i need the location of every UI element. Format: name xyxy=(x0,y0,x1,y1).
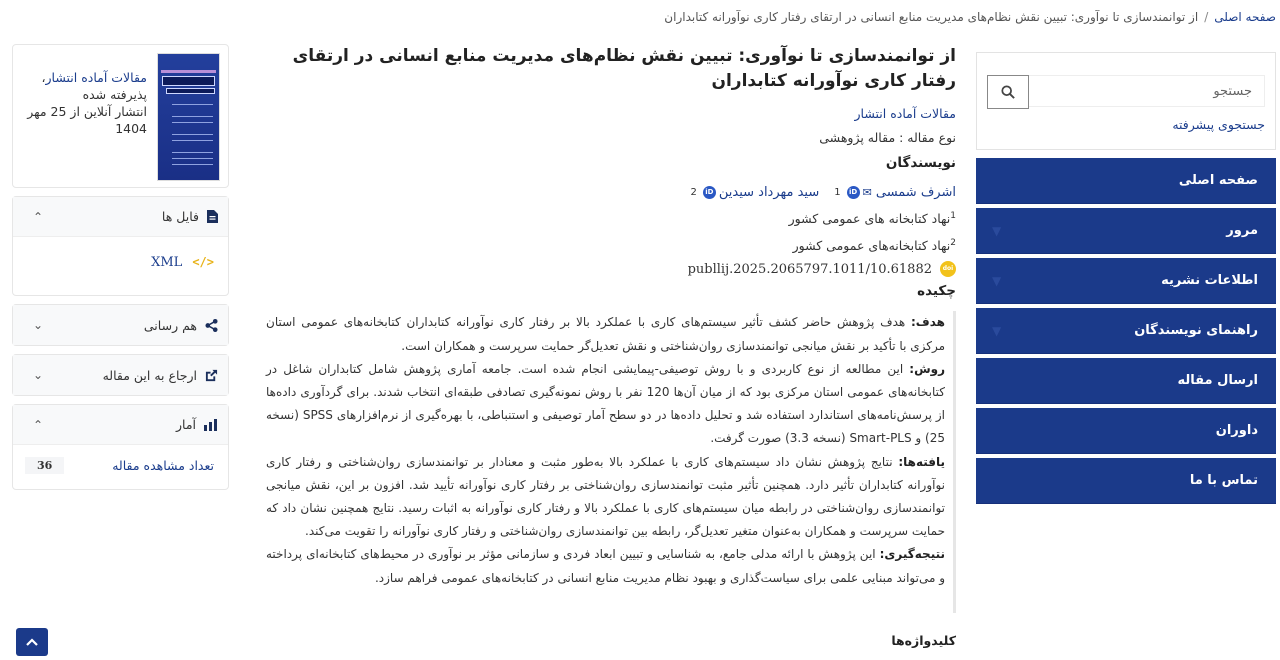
affiliation-ref: 2 xyxy=(690,187,697,198)
left-sidebar xyxy=(12,44,229,498)
article-type: نوع مقاله : مقاله پژوهشی xyxy=(819,130,956,145)
stats-panel xyxy=(12,404,229,490)
abstract-paragraph xyxy=(266,358,945,451)
nav-item-reviewers[interactable] xyxy=(976,408,1276,454)
breadcrumb-home[interactable]: صفحه اصلی xyxy=(1214,10,1276,24)
abstract-text: این پژوهش با ارائه مدلی جامع، به شناسایی و تبیین ابعاد فردی و سازمانی مؤثر بر نوآوری در محیط‌های کتابخانه‌ای پرداخته و می‌تواند مبنایی علمی برای سیاست‌گذاری و بهبود نظام مدیریت منابع انسانی در کتابخانه‌های عمومی فراهم سازد. xyxy=(266,547,945,585)
abstract-text: نتایج پژوهش نشان داد سیستم‌های کاری با عملکرد بالا به‌طور مثبت و معنادار بر توانمندسازی روان‌شناختی و رفتار کاری نوآورانه کتابداران تأثیر دارد. همچنین تأثیر مثبت توانمندسازی روان‌شناختی بر رفتار کاری نوآورانه تأیید شد. افزون بر این، نقش میانجی توانمندسازی روان‌شناختی در رابطه میان سیستم‌های کاری با عملکرد بالا و رفتار کاری نوآورانه به اثبات رسید. نتایج همچنین نشان داد که حمایت سرپرست و همکاران به‌عنوان متغیر تعدیل‌گر، رابطه بین توانمندسازی روان‌شناختی و رفتار کاری نوآورانه را تقویت می‌کند. xyxy=(266,454,945,539)
orcid-icon[interactable]: iD xyxy=(703,186,716,199)
affiliation-number: 2 xyxy=(950,238,956,249)
nav-label: تماس با ما xyxy=(1189,473,1258,488)
cover-status-link[interactable]: مقالات آماده انتشار xyxy=(45,70,147,85)
article-title: از توانمندسازی تا نوآوری: تبیین نقش نظام‌های مدیریت منابع انسانی در ارتقای رفتار کاری نوآورانه کتابداران xyxy=(292,46,956,91)
abstract-label: روش: xyxy=(909,361,945,376)
abstract-text: این مطالعه از نوع کاربردی و با روش توصیفی-پیمایشی انجام شده است. جامعه آماری پژوهش شامل کتابداران شاغل در کتابخانه‌های عمومی استان مرکزی بود که از میان آن‌ها 120 نفر با روش نمونه‌گیری تصادفی طبقه‌ای انتخاب شدند. برای گردآوری داده‌ها از پرسش‌نامه‌های استاندارد استفاده شد و تحلیل داده‌ها در دو سطح آمار توصیفی و استنباطی، با بهره‌گیری از نرم‌افزارهای SPSS (نسخه 25) و Smart-PLS (نسخه 3.3) صورت گرفت. xyxy=(266,361,946,446)
nav-item-home[interactable] xyxy=(976,158,1276,204)
scroll-to-top-button[interactable] xyxy=(16,628,48,656)
stat-label: تعداد مشاهده مقاله xyxy=(112,457,214,473)
main-nav xyxy=(976,158,1276,504)
abstract-label: هدف: xyxy=(911,315,945,330)
breadcrumb-separator: / xyxy=(1204,10,1209,24)
affiliation xyxy=(262,234,956,255)
chevron-up-icon: ⌃ xyxy=(33,209,44,224)
cover-card xyxy=(12,44,229,188)
author-name[interactable]: سید مهرداد سیدین xyxy=(718,185,820,200)
envelope-icon[interactable]: ✉ xyxy=(862,186,872,199)
panel-title: هم رسانی xyxy=(143,317,197,333)
abstract-label: یافته‌ها: xyxy=(898,454,945,469)
share-panel xyxy=(12,304,229,346)
chevron-down-icon: ▼ xyxy=(992,323,1002,338)
search-box xyxy=(976,52,1276,150)
panel-title: آمار xyxy=(175,417,196,432)
code-icon: </> xyxy=(192,255,214,269)
files-panel xyxy=(12,196,229,296)
nav-item-contact[interactable] xyxy=(976,458,1276,504)
nav-label: داوران xyxy=(1215,423,1258,438)
doi-row xyxy=(262,261,956,277)
affiliation-number: 1 xyxy=(950,211,956,221)
cite-panel-header[interactable] xyxy=(13,355,228,395)
cite-panel xyxy=(12,354,229,396)
cover-status xyxy=(21,53,147,179)
xml-download-link[interactable] xyxy=(27,247,214,277)
nav-item-browse[interactable] xyxy=(976,208,1276,254)
cover-status-rest: ، پذیرفته شده xyxy=(41,70,147,102)
author-name[interactable]: اشرف شمسی xyxy=(875,185,956,200)
abstract-heading: چکیده xyxy=(917,283,956,300)
doi-link[interactable]: 10.61882/publlij.2025.2065797.1011 xyxy=(687,261,932,277)
stat-value: 36 xyxy=(25,457,64,474)
search-button[interactable] xyxy=(987,75,1029,109)
chevron-down-icon: ▼ xyxy=(992,223,1002,238)
panel-title: فایل ها xyxy=(161,209,199,224)
abstract-paragraph xyxy=(266,543,945,589)
chevron-up-icon: ⌃ xyxy=(33,417,44,432)
right-sidebar xyxy=(976,52,1276,508)
nav-label: راهنمای نویسندگان xyxy=(1134,323,1258,338)
chevron-down-icon: ▼ xyxy=(992,273,1002,288)
search-icon xyxy=(1001,85,1015,99)
nav-item-journal-info[interactable] xyxy=(976,258,1276,304)
stats-panel-header[interactable] xyxy=(13,405,228,445)
nav-item-submit[interactable] xyxy=(976,358,1276,404)
article-main xyxy=(262,44,956,648)
nav-item-author-guide[interactable] xyxy=(976,308,1276,354)
affiliation-ref: 1 xyxy=(834,187,841,198)
nav-label: صفحه اصلی xyxy=(1178,173,1258,188)
affiliation xyxy=(262,207,956,228)
authors-heading: نویسندگان xyxy=(885,155,956,171)
breadcrumb xyxy=(600,10,1276,30)
abstract-paragraph xyxy=(266,311,945,357)
online-date: انتشار آنلاین از 25 مهر 1404 xyxy=(27,104,147,136)
file-icon xyxy=(207,210,218,223)
bar-chart-icon xyxy=(204,419,218,431)
stat-row-views xyxy=(25,453,214,477)
affiliation-text: نهاد کتابخانه های عمومی کشور xyxy=(788,211,951,227)
breadcrumb-current: از توانمندسازی تا نوآوری: تبیین نقش نظام‌های مدیریت منابع انسانی در ارتقای رفتار کاری نوآورانه کتابداران xyxy=(664,10,1199,24)
nav-label: اطلاعات نشریه xyxy=(1161,273,1258,288)
abstract-paragraph xyxy=(266,451,945,544)
orcid-icon[interactable]: iD xyxy=(847,186,860,199)
affiliation-text: نهاد کتابخانه‌های عمومی کشور xyxy=(792,238,951,254)
keywords-heading: کلیدواژه‌ها xyxy=(891,633,956,649)
doi-icon: doi xyxy=(940,261,956,277)
abstract-text: هدف پژوهش حاضر کشف تأثیر سیستم‌های کاری با عملکرد بالا بر رفتار کاری نوآورانه کتابداران کتابخانه‌های عمومی استان مرکزی با تأکید بر نقش میانجی توانمندسازی روان‌شناختی و نقش تعدیل‌گر حمایت سرپرست و همکاران است. xyxy=(266,315,945,353)
journal-cover-image[interactable] xyxy=(157,53,220,181)
files-panel-header[interactable] xyxy=(13,197,228,237)
abstract-label: نتیجه‌گیری: xyxy=(879,547,945,562)
nav-label: مرور xyxy=(1226,223,1258,238)
external-link-icon xyxy=(205,369,218,382)
share-panel-header[interactable] xyxy=(13,305,228,345)
share-icon xyxy=(205,319,218,332)
chevron-up-icon xyxy=(26,638,38,646)
xml-label: XML xyxy=(151,254,183,270)
abstract-body xyxy=(262,311,956,613)
authors-list xyxy=(262,185,956,200)
search-input[interactable] xyxy=(1029,75,1265,107)
chevron-down-icon: ⌄ xyxy=(33,318,44,332)
chevron-down-icon: ⌄ xyxy=(33,368,44,382)
advanced-search-link[interactable]: جستجوی پیشرفته xyxy=(1172,117,1265,132)
panel-title: ارجاع به این مقاله xyxy=(102,367,197,383)
nav-label: ارسال مقاله xyxy=(1177,373,1258,388)
article-status-link[interactable]: مقالات آماده انتشار xyxy=(854,106,956,121)
